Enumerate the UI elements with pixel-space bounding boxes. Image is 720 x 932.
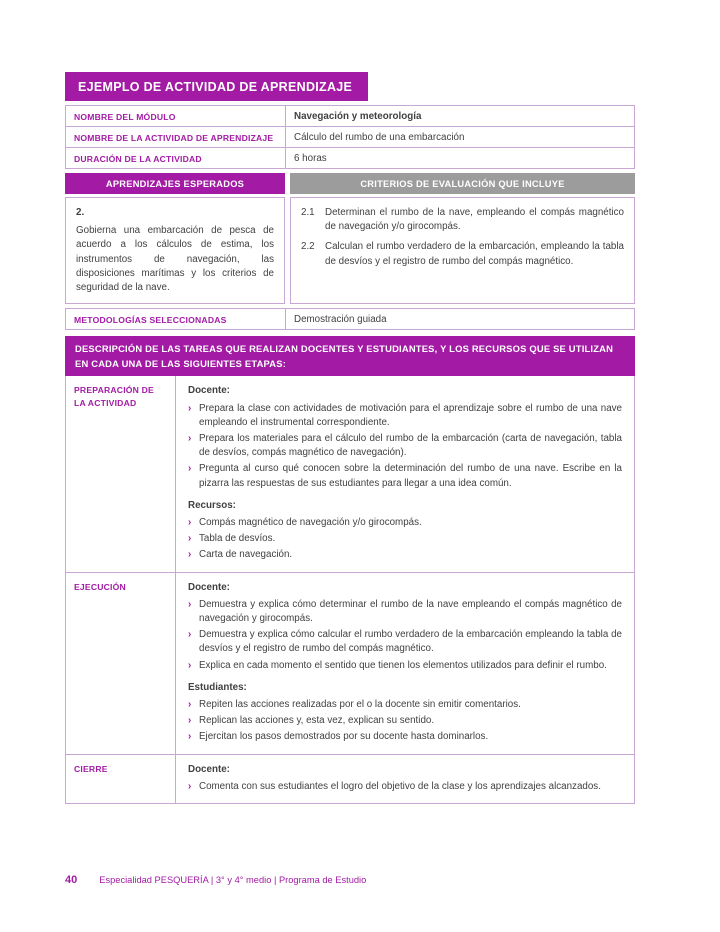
group-heading: Docente: <box>188 763 230 775</box>
expected-learning-column <box>65 173 285 304</box>
stage-label-cierre: CIERRE <box>66 755 176 803</box>
expected-learning-header: APRENDIZAJES ESPERADOS <box>65 173 285 194</box>
list-item <box>188 462 622 490</box>
activity-name-value: Cálculo del rumbo de una embarcación <box>294 132 465 143</box>
bullet-text: Pregunta al curso qué conocen sobre la determinación del rumbo de una nave. Escribe en la pizarra las respuestas de sus estudiantes para llegar a una idea común. <box>199 463 622 489</box>
bullet-text: Carta de navegación. <box>199 549 293 561</box>
list-item <box>188 628 622 656</box>
bullet-text: Prepara los materiales para el cálculo del rumbo de la embarcación (carta de navegación, tabla de desvíos, compás magnético de navegación). <box>199 432 622 459</box>
duration-value: 6 horas <box>294 153 327 164</box>
bullet-icon: › <box>188 715 192 727</box>
bullet-text: Tabla de desvíos. <box>199 533 276 545</box>
stages-table <box>65 376 635 804</box>
stage-label-preparacion: PREPARACIÓN DE LA ACTIVIDAD <box>66 376 176 571</box>
list-item <box>188 659 622 673</box>
module-label: NOMBRE DEL MÓDULO <box>66 106 286 126</box>
page-title: EJEMPLO DE ACTIVIDAD DE APRENDIZAJE <box>78 80 353 94</box>
group-heading: Docente: <box>188 581 230 593</box>
bullet-icon: › <box>188 463 192 475</box>
criterion-text: Calculan el rumbo verdadero de la embarcación, empleando la tabla de desvíos y el registro de rumbo del compás magnético. <box>325 241 624 267</box>
stage-row-ejecucion <box>66 573 634 755</box>
table-row-duration <box>66 148 634 168</box>
list-item <box>188 730 622 744</box>
list-item <box>188 698 622 712</box>
document-content <box>65 72 635 804</box>
group-docente <box>188 384 622 490</box>
bullet-text: Comenta con sus estudiantes el logro del objetivo de la clase y los aprendizajes alcanzados. <box>199 780 601 792</box>
list-item <box>188 714 622 728</box>
group-heading: Docente: <box>188 385 230 397</box>
bullet-icon: › <box>188 780 192 792</box>
group-heading: Estudiantes: <box>188 681 247 693</box>
duration-label: DURACIÓN DE LA ACTIVIDAD <box>66 148 286 168</box>
group-recursos <box>188 499 622 563</box>
methodology-label: METODOLOGÍAS SELECCIONADAS <box>66 309 286 329</box>
bullet-icon: › <box>188 659 192 671</box>
bullet-text: Demuestra y explica cómo calcular el rumbo verdadero de la embarcación empleando la tabla de desvíos y el registro de rumbo del compás magnético. <box>199 629 622 655</box>
module-value: Navegación y meteorología <box>294 111 422 122</box>
evaluation-criteria-header: CRITERIOS DE EVALUACIÓN QUE INCLUYE <box>290 173 635 194</box>
criterion-number: 2.1 <box>301 207 315 218</box>
bullet-icon: › <box>188 402 192 414</box>
table-row-activity-name <box>66 127 634 148</box>
learning-section <box>65 173 635 304</box>
group-docente <box>188 581 622 673</box>
criterion-item <box>301 240 624 268</box>
bullet-text: Demuestra y explica cómo determinar el rumbo de la nave empleando el compás magnético de navegación y girocompás. <box>199 598 622 625</box>
bullet-text: Replican las acciones y, esta vez, explican su sentido. <box>199 715 435 727</box>
criterion-text: Determinan el rumbo de la nave, empleando el compás magnético de navegación y/o girocompás. <box>325 207 624 233</box>
list-item <box>188 516 622 530</box>
stage-row-preparacion <box>66 376 634 572</box>
methodology-value: Demostración guiada <box>294 314 387 326</box>
list-item <box>188 780 622 794</box>
expected-learning-body <box>65 197 285 304</box>
bullet-icon: › <box>188 629 192 641</box>
list-item <box>188 402 622 430</box>
criterion-item <box>301 206 624 234</box>
bullet-text: Ejercitan los pasos demostrados por su docente hasta dominarlos. <box>199 731 489 743</box>
list-item <box>188 532 622 546</box>
evaluation-criteria-body <box>290 197 635 304</box>
bullet-icon: › <box>188 533 192 545</box>
footer-text: Especialidad PESQUERÍA | 3° y 4° medio | Programa de Estudio <box>99 875 367 885</box>
evaluation-criteria-column <box>290 173 635 304</box>
bullet-text: Prepara la clase con actividades de motivación para el aprendizaje sobre el rumbo de una nave empleando el instrumental correspondiente. <box>199 402 622 428</box>
info-table <box>65 105 635 169</box>
bullet-icon: › <box>188 731 192 743</box>
objective-number: 2. <box>76 207 85 218</box>
list-item <box>188 548 622 562</box>
bullet-icon: › <box>188 549 192 561</box>
table-row-module <box>66 106 634 127</box>
stage-label-ejecucion: EJECUCIÓN <box>66 573 176 754</box>
page-number: 40 <box>65 874 78 886</box>
group-estudiantes <box>188 681 622 745</box>
page-footer <box>65 874 635 886</box>
bullet-text: Compás magnético de navegación y/o girocompás. <box>199 517 422 528</box>
bullet-icon: › <box>188 432 192 444</box>
bullet-icon: › <box>188 517 192 528</box>
bullet-icon: › <box>188 699 192 711</box>
stage-row-cierre <box>66 755 634 803</box>
criterion-number: 2.2 <box>301 241 315 253</box>
bullet-icon: › <box>188 598 192 610</box>
methodology-row <box>65 308 635 330</box>
group-docente <box>188 763 622 794</box>
description-banner: DESCRIPCIÓN DE LAS TAREAS QUE REALIZAN DOCENTES Y ESTUDIANTES, Y LOS RECURSOS QUE SE UTILIZAN EN CADA UNA DE LAS SIGUIENTES ETAPAS: <box>65 336 635 376</box>
activity-name-label: NOMBRE DE LA ACTIVIDAD DE APRENDIZAJE <box>66 127 286 147</box>
list-item <box>188 598 622 626</box>
stage-content-cierre <box>176 755 634 803</box>
stage-content-ejecucion <box>176 573 634 754</box>
page-title-banner <box>65 72 368 101</box>
list-item <box>188 432 622 460</box>
objective-text: Gobierna una embarcación de pesca de acuerdo a los cálculos de estima, los instrumentos de navegación, las disposiciones marítimas y los criterios de seguridad de la nave. <box>76 225 274 294</box>
stage-content-preparacion <box>176 376 634 571</box>
bullet-text: Explica en cada momento el sentido que tienen los elementos utilizados para definir el rumbo. <box>199 659 607 671</box>
group-heading: Recursos: <box>188 499 236 511</box>
bullet-text: Repiten las acciones realizadas por el o la docente sin emitir comentarios. <box>199 699 521 711</box>
